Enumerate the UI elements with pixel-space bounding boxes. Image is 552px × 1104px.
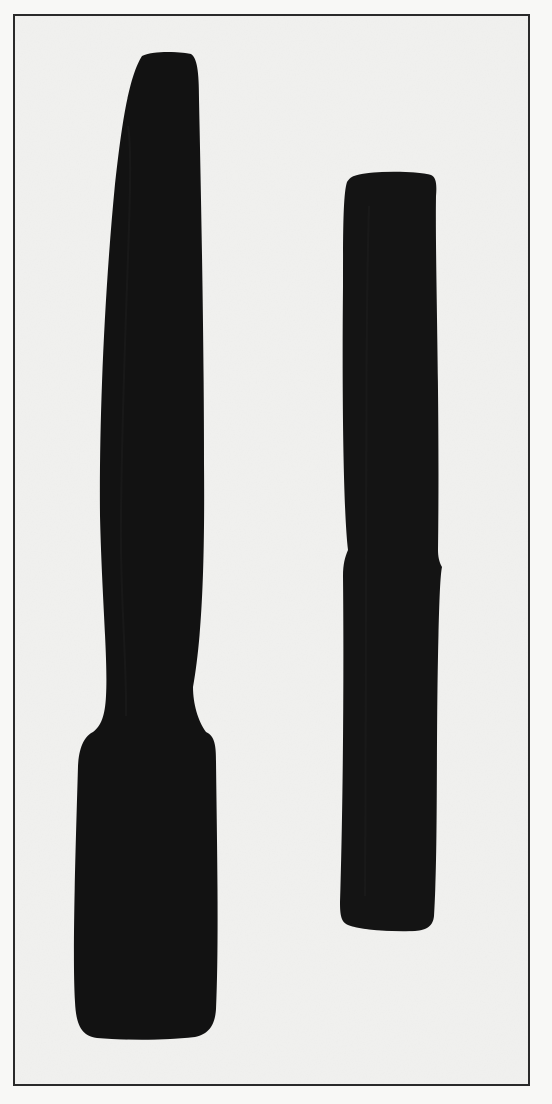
artifact-photograph: [15, 16, 530, 1086]
bar-shaped-stone-tool: [340, 172, 442, 932]
photo-frame: [13, 14, 530, 1086]
